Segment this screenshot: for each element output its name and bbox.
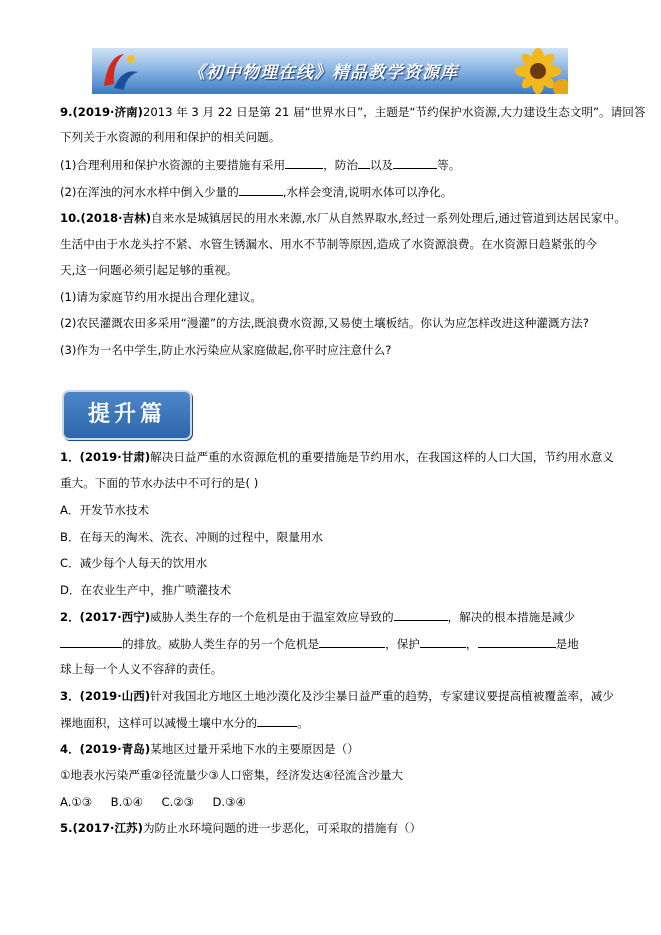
answer-blank[interactable] bbox=[257, 714, 297, 727]
q1-line-1: 1．(2019·甘肃)解决日益严重的水资源危机的重要措施是节约用水，在我国这样的人口大国，节约用水意义 bbox=[60, 450, 614, 464]
q1-option-d: D．在农业生产中，推广喷灌技术 bbox=[60, 583, 232, 597]
answer-blank[interactable] bbox=[394, 608, 448, 621]
q9-number: 9.(2019·济南) bbox=[60, 105, 143, 119]
answer-blank[interactable] bbox=[239, 183, 283, 196]
answer-blank[interactable] bbox=[420, 635, 466, 648]
q9-sub-2: (2)在浑浊的河水水样中倒入少量的 ,水样会变清,说明水体可以净化。 bbox=[60, 185, 453, 199]
q1-number: 1．(2019·甘肃) bbox=[60, 450, 151, 464]
answer-blank[interactable] bbox=[358, 156, 370, 169]
q1-option-b: B．在每天的淘米、洗衣、冲厕的过程中，限量用水 bbox=[60, 530, 324, 544]
q10-sub-2: (2)农民灌溉农田多采用“漫灌”的方法,既浪费水资源,又易使土壤板结。你认为应怎样改进这种灌溉方法? bbox=[60, 316, 589, 330]
q4-options: A.①③ B.①④ C.②③ D.③④ bbox=[60, 795, 246, 809]
q2-line-3: 球上每一个人义不容辞的责任。 bbox=[60, 662, 223, 676]
q10-sub-1: (1)请为家庭节约用水提出合理化建议。 bbox=[60, 290, 262, 304]
q2-line-1: 2．(2017·西宁)威胁人类生存的一个危机是由于温室效应导致的 ，解决的根本措施是减少 bbox=[60, 610, 576, 624]
q2-number: 2．(2017·西宁) bbox=[60, 610, 151, 624]
q3-line-2: 裸地面积，这样可以减慢土壤中水分的 。 bbox=[60, 716, 309, 730]
answer-blank[interactable] bbox=[319, 635, 385, 648]
q1-option-c: C．减少每个人每天的饮用水 bbox=[60, 556, 208, 570]
q2-line-2: 的排放。威胁人类生存的另一个危机是 ，保护 ， 是地 bbox=[60, 635, 579, 652]
q9-line-2: 下列关于水资源的利用和保护的相关问题。 bbox=[60, 130, 281, 144]
section-title-tag: 提升篇 bbox=[62, 390, 192, 440]
q10-sub-3: (3)作为一名中学生,防止水污染应从家庭做起,你平时应注意什么? bbox=[60, 343, 392, 357]
q4-number: 4．(2019·青岛) bbox=[60, 742, 151, 756]
q1-option-a: A．开发节水技术 bbox=[60, 503, 150, 517]
q9-line-1: 9.(2019·济南)2013 年 3 月 22 日是第 21 届“世界水日”，主题是“节约保护水资源,大力建设生态文明”。请回答 bbox=[60, 105, 646, 119]
q3-number: 3．(2019·山西) bbox=[60, 689, 151, 703]
q4-reasons: ①地表水污染严重②径流量少③人口密集，经济发达④径流含沙量大 bbox=[60, 768, 404, 782]
answer-blank[interactable] bbox=[285, 156, 323, 169]
answer-blank[interactable] bbox=[60, 635, 122, 648]
answer-blank[interactable] bbox=[393, 156, 437, 169]
q4-line-1: 4．(2019·青岛)某地区过量开采地下水的主要原因是（） bbox=[60, 742, 359, 756]
q5-number: 5.(2017·江苏) bbox=[60, 821, 143, 835]
q1-line-2: 重大。下面的节水办法中不可行的是( ) bbox=[60, 476, 259, 490]
header-banner bbox=[92, 48, 568, 94]
q5-line-1: 5.(2017·江苏)为防止水环境问题的进一步恶化，可采取的措施有（） bbox=[60, 821, 422, 835]
q9-sub-1: (1)合理利用和保护水资源的主要措施有采用 ，防治 以及 等。 bbox=[60, 158, 461, 172]
answer-blank[interactable] bbox=[478, 635, 556, 648]
q10-line-2: 生活中由于水龙头拧不紧、水管生锈漏水、用水不节制等原因,造成了水资源浪费。在水资源日趋紧张的今 bbox=[60, 237, 598, 251]
logo-icon bbox=[98, 50, 142, 92]
q10-number: 10.(2018·吉林) bbox=[60, 211, 151, 225]
q10-line-3: 天,这一问题必须引起足够的重视。 bbox=[60, 263, 238, 277]
sunflower-icon bbox=[498, 48, 568, 94]
q3-line-1: 3．(2019·山西)针对我国北方地区土地沙漠化及沙尘暴日益严重的趋势，专家建议要提高植被覆盖率，减少 bbox=[60, 689, 614, 703]
q10-line-1: 10.(2018·吉林)自来水是城镇居民的用水来源,水厂从自然界取水,经过一系列处理后,通过管道到达居民家中。 bbox=[60, 211, 626, 225]
banner-title: 《初中物理在线》精品教学资源库 bbox=[188, 63, 458, 83]
